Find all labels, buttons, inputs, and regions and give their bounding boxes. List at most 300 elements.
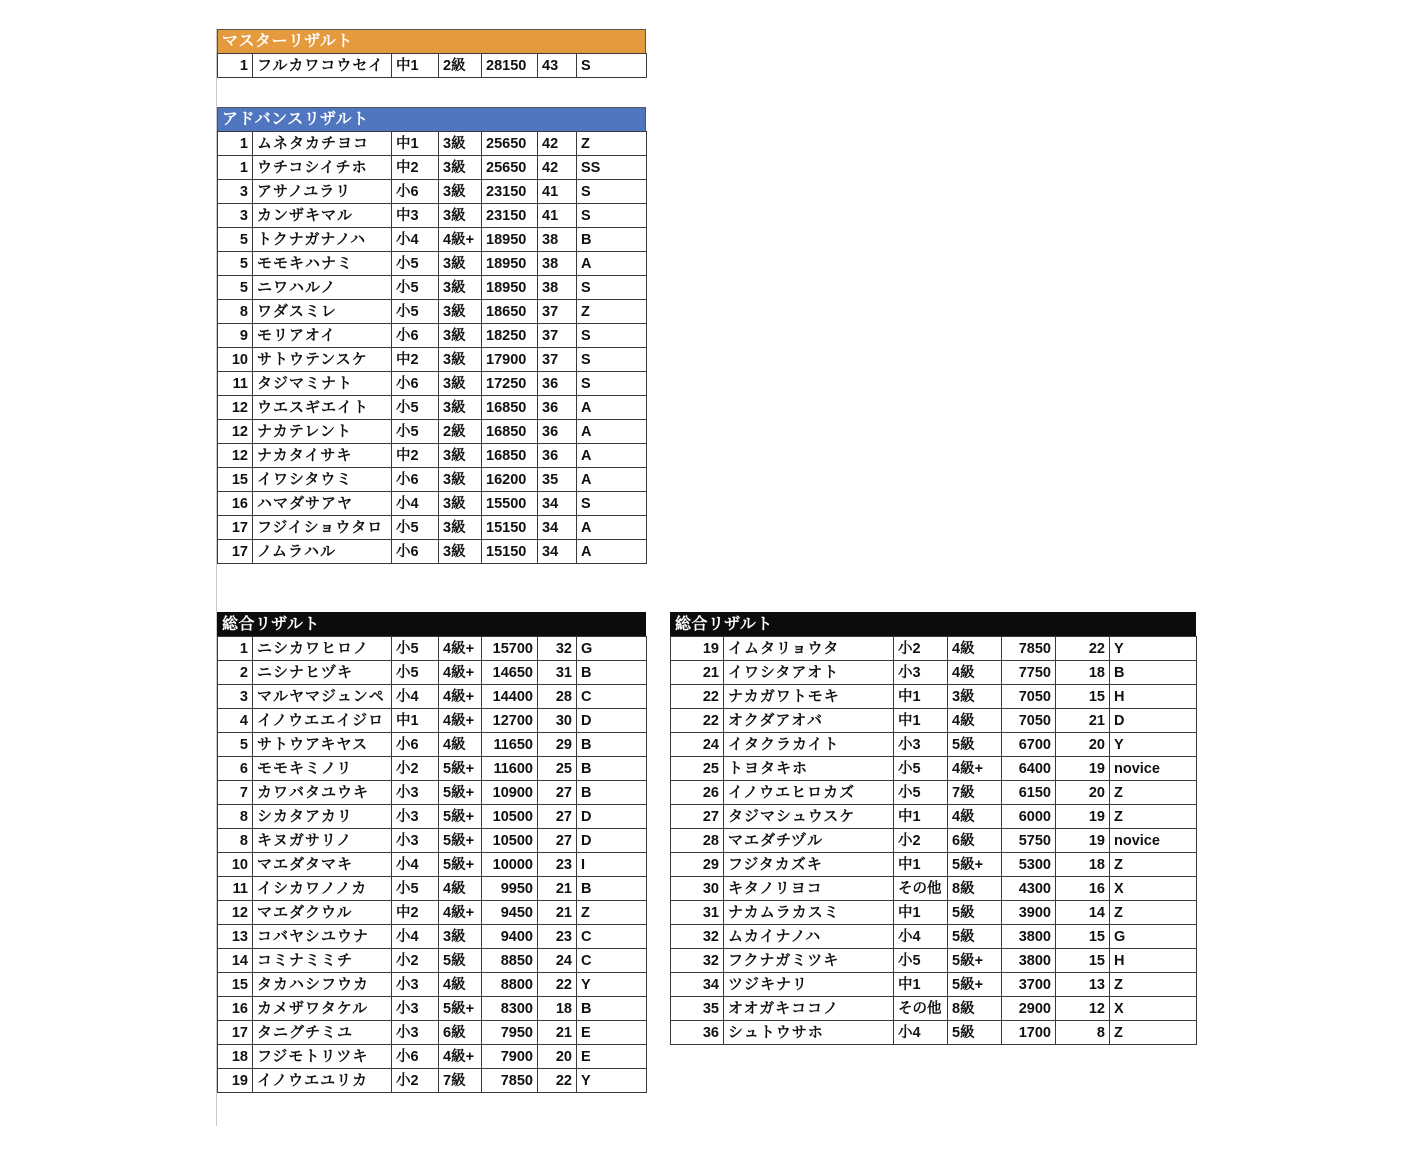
cell-name[interactable]: イノウエヒロカズ [724, 781, 894, 805]
cell-name[interactable]: ウエスギエイト [253, 396, 392, 420]
cell-rank[interactable]: 5 [218, 276, 253, 300]
cell-score[interactable]: 9450 [482, 901, 538, 925]
cell-grade[interactable]: 中2 [392, 156, 439, 180]
cell-grade[interactable]: 小4 [392, 492, 439, 516]
cell-class[interactable]: A [577, 516, 647, 540]
cell-grade[interactable]: 中1 [894, 973, 948, 997]
cell-class[interactable]: novice [1110, 829, 1197, 853]
cell-grade[interactable]: 中1 [392, 132, 439, 156]
cell-grade[interactable]: 小6 [392, 324, 439, 348]
cell-grade[interactable]: 中3 [392, 204, 439, 228]
cell-count[interactable]: 25 [538, 757, 577, 781]
cell-name[interactable]: フルカワコウセイ [253, 54, 392, 78]
cell-name[interactable]: ハマダサアヤ [253, 492, 392, 516]
cell-rank[interactable]: 12 [218, 444, 253, 468]
cell-class[interactable]: S [577, 492, 647, 516]
cell-class[interactable]: S [577, 54, 647, 78]
cell-score[interactable]: 7900 [482, 1045, 538, 1069]
cell-score[interactable]: 7850 [1002, 637, 1056, 661]
cell-rank[interactable]: 16 [218, 492, 253, 516]
cell-name[interactable]: イタクラカイト [724, 733, 894, 757]
cell-class[interactable]: Z [577, 300, 647, 324]
cell-count[interactable]: 20 [1056, 781, 1110, 805]
cell-level[interactable]: 3級 [439, 492, 482, 516]
cell-class[interactable]: S [577, 204, 647, 228]
cell-score[interactable]: 8850 [482, 949, 538, 973]
cell-count[interactable]: 37 [538, 324, 577, 348]
cell-rank[interactable]: 8 [218, 805, 253, 829]
cell-score[interactable]: 18950 [482, 252, 538, 276]
cell-class[interactable]: D [577, 805, 647, 829]
cell-rank[interactable]: 19 [218, 1069, 253, 1093]
cell-name[interactable]: カンザキマル [253, 204, 392, 228]
cell-level[interactable]: 4級 [948, 709, 1002, 733]
cell-count[interactable]: 22 [538, 973, 577, 997]
cell-name[interactable]: モモキミノリ [253, 757, 392, 781]
cell-level[interactable]: 3級 [439, 132, 482, 156]
cell-name[interactable]: イノウエエイジロ [253, 709, 392, 733]
cell-class[interactable]: G [1110, 925, 1197, 949]
cell-class[interactable]: A [577, 444, 647, 468]
cell-count[interactable]: 42 [538, 132, 577, 156]
cell-grade[interactable]: 小4 [894, 1021, 948, 1045]
cell-grade[interactable]: その他 [894, 997, 948, 1021]
cell-grade[interactable]: 中2 [392, 444, 439, 468]
cell-count[interactable]: 36 [538, 420, 577, 444]
cell-grade[interactable]: 小3 [894, 661, 948, 685]
cell-rank[interactable]: 25 [671, 757, 724, 781]
cell-grade[interactable]: 小6 [392, 1045, 439, 1069]
cell-score[interactable]: 15150 [482, 516, 538, 540]
cell-name[interactable]: イワシタアオト [724, 661, 894, 685]
cell-name[interactable]: イシカワノノカ [253, 877, 392, 901]
cell-score[interactable]: 16850 [482, 444, 538, 468]
cell-class[interactable]: C [577, 685, 647, 709]
cell-rank[interactable]: 29 [671, 853, 724, 877]
cell-name[interactable]: シカタアカリ [253, 805, 392, 829]
cell-name[interactable]: シュトウサホ [724, 1021, 894, 1045]
cell-grade[interactable]: 小2 [392, 1069, 439, 1093]
cell-count[interactable]: 18 [1056, 853, 1110, 877]
cell-class[interactable]: D [577, 829, 647, 853]
cell-score[interactable]: 6150 [1002, 781, 1056, 805]
cell-grade[interactable]: 小5 [392, 420, 439, 444]
cell-rank[interactable]: 1 [218, 54, 253, 78]
cell-rank[interactable]: 22 [671, 685, 724, 709]
cell-class[interactable]: Z [1110, 1021, 1197, 1045]
cell-rank[interactable]: 1 [218, 156, 253, 180]
cell-level[interactable]: 5級+ [948, 973, 1002, 997]
cell-rank[interactable]: 24 [671, 733, 724, 757]
cell-class[interactable]: B [1110, 661, 1197, 685]
cell-score[interactable]: 6400 [1002, 757, 1056, 781]
cell-count[interactable]: 35 [538, 468, 577, 492]
cell-grade[interactable]: 小2 [392, 949, 439, 973]
cell-level[interactable]: 4級 [948, 805, 1002, 829]
cell-level[interactable]: 8級 [948, 997, 1002, 1021]
cell-name[interactable]: サトウアキヤス [253, 733, 392, 757]
cell-class[interactable]: A [577, 420, 647, 444]
cell-score[interactable]: 15500 [482, 492, 538, 516]
cell-level[interactable]: 5級+ [439, 853, 482, 877]
cell-grade[interactable]: その他 [894, 877, 948, 901]
cell-score[interactable]: 9950 [482, 877, 538, 901]
cell-level[interactable]: 3級 [439, 180, 482, 204]
cell-class[interactable]: Z [1110, 781, 1197, 805]
cell-grade[interactable]: 小5 [894, 949, 948, 973]
cell-rank[interactable]: 34 [671, 973, 724, 997]
cell-name[interactable]: ナカタイサキ [253, 444, 392, 468]
cell-name[interactable]: モリアオイ [253, 324, 392, 348]
cell-rank[interactable]: 10 [218, 348, 253, 372]
cell-rank[interactable]: 1 [218, 132, 253, 156]
cell-score[interactable]: 18950 [482, 276, 538, 300]
cell-count[interactable]: 43 [538, 54, 577, 78]
cell-score[interactable]: 1700 [1002, 1021, 1056, 1045]
cell-count[interactable]: 18 [538, 997, 577, 1021]
cell-name[interactable]: イムタリョウタ [724, 637, 894, 661]
cell-grade[interactable]: 小2 [894, 829, 948, 853]
cell-name[interactable]: タジマシュウスケ [724, 805, 894, 829]
cell-level[interactable]: 3級 [439, 252, 482, 276]
cell-level[interactable]: 5級 [948, 733, 1002, 757]
cell-rank[interactable]: 15 [218, 468, 253, 492]
cell-score[interactable]: 9400 [482, 925, 538, 949]
cell-score[interactable]: 18650 [482, 300, 538, 324]
cell-class[interactable]: C [577, 925, 647, 949]
cell-rank[interactable]: 8 [218, 829, 253, 853]
cell-name[interactable]: トヨタキホ [724, 757, 894, 781]
cell-name[interactable]: オクダアオバ [724, 709, 894, 733]
cell-class[interactable]: C [577, 949, 647, 973]
cell-grade[interactable]: 小5 [392, 276, 439, 300]
cell-count[interactable]: 34 [538, 492, 577, 516]
cell-grade[interactable]: 小5 [392, 637, 439, 661]
cell-score[interactable]: 17900 [482, 348, 538, 372]
cell-name[interactable]: トクナガナノハ [253, 228, 392, 252]
cell-count[interactable]: 23 [538, 853, 577, 877]
cell-score[interactable]: 11600 [482, 757, 538, 781]
cell-score[interactable]: 5750 [1002, 829, 1056, 853]
cell-name[interactable]: ナカムラカスミ [724, 901, 894, 925]
cell-score[interactable]: 8300 [482, 997, 538, 1021]
cell-score[interactable]: 25650 [482, 156, 538, 180]
cell-count[interactable]: 13 [1056, 973, 1110, 997]
cell-level[interactable]: 3級 [439, 468, 482, 492]
cell-rank[interactable]: 36 [671, 1021, 724, 1045]
cell-score[interactable]: 7950 [482, 1021, 538, 1045]
cell-name[interactable]: フジイショウタロ [253, 516, 392, 540]
cell-level[interactable]: 3級 [439, 156, 482, 180]
cell-grade[interactable]: 小6 [392, 540, 439, 564]
cell-grade[interactable]: 中1 [894, 685, 948, 709]
cell-rank[interactable]: 8 [218, 300, 253, 324]
cell-grade[interactable]: 小5 [392, 300, 439, 324]
cell-class[interactable]: Z [577, 132, 647, 156]
cell-grade[interactable]: 小6 [392, 180, 439, 204]
cell-rank[interactable]: 32 [671, 925, 724, 949]
cell-name[interactable]: カメザワタケル [253, 997, 392, 1021]
cell-level[interactable]: 6級 [948, 829, 1002, 853]
cell-class[interactable]: A [577, 468, 647, 492]
cell-score[interactable]: 14650 [482, 661, 538, 685]
cell-grade[interactable]: 小2 [894, 637, 948, 661]
cell-class[interactable]: S [577, 180, 647, 204]
cell-grade[interactable]: 小6 [392, 372, 439, 396]
cell-score[interactable]: 25650 [482, 132, 538, 156]
cell-score[interactable]: 5300 [1002, 853, 1056, 877]
cell-level[interactable]: 4級 [439, 877, 482, 901]
cell-class[interactable]: X [1110, 877, 1197, 901]
cell-level[interactable]: 4級 [439, 973, 482, 997]
cell-score[interactable]: 10900 [482, 781, 538, 805]
cell-level[interactable]: 5級 [439, 949, 482, 973]
cell-rank[interactable]: 7 [218, 781, 253, 805]
cell-class[interactable]: A [577, 396, 647, 420]
cell-rank[interactable]: 17 [218, 516, 253, 540]
cell-score[interactable]: 10000 [482, 853, 538, 877]
cell-score[interactable]: 16850 [482, 396, 538, 420]
cell-name[interactable]: ワダスミレ [253, 300, 392, 324]
cell-name[interactable]: アサノユラリ [253, 180, 392, 204]
cell-rank[interactable]: 4 [218, 709, 253, 733]
cell-count[interactable]: 24 [538, 949, 577, 973]
cell-count[interactable]: 38 [538, 228, 577, 252]
cell-score[interactable]: 10500 [482, 805, 538, 829]
cell-level[interactable]: 5級+ [439, 757, 482, 781]
cell-grade[interactable]: 小3 [392, 829, 439, 853]
cell-name[interactable]: ニワハルノ [253, 276, 392, 300]
cell-level[interactable]: 3級 [439, 925, 482, 949]
cell-count[interactable]: 22 [1056, 637, 1110, 661]
cell-name[interactable]: コバヤシユウナ [253, 925, 392, 949]
cell-score[interactable]: 6700 [1002, 733, 1056, 757]
cell-rank[interactable]: 31 [671, 901, 724, 925]
cell-name[interactable]: ノムラハル [253, 540, 392, 564]
cell-count[interactable]: 18 [1056, 661, 1110, 685]
cell-level[interactable]: 7級 [948, 781, 1002, 805]
cell-count[interactable]: 42 [538, 156, 577, 180]
cell-score[interactable]: 6000 [1002, 805, 1056, 829]
cell-count[interactable]: 23 [538, 925, 577, 949]
cell-count[interactable]: 15 [1056, 685, 1110, 709]
cell-rank[interactable]: 5 [218, 252, 253, 276]
cell-name[interactable]: タカハシフウカ [253, 973, 392, 997]
cell-class[interactable]: Y [1110, 733, 1197, 757]
cell-count[interactable]: 14 [1056, 901, 1110, 925]
cell-level[interactable]: 7級 [439, 1069, 482, 1093]
cell-grade[interactable]: 中1 [894, 901, 948, 925]
cell-level[interactable]: 6級 [439, 1021, 482, 1045]
cell-rank[interactable]: 35 [671, 997, 724, 1021]
cell-score[interactable]: 7750 [1002, 661, 1056, 685]
cell-score[interactable]: 10500 [482, 829, 538, 853]
cell-name[interactable]: サトウテンスケ [253, 348, 392, 372]
cell-class[interactable]: S [577, 276, 647, 300]
cell-level[interactable]: 3級 [439, 396, 482, 420]
cell-score[interactable]: 16850 [482, 420, 538, 444]
cell-rank[interactable]: 18 [218, 1045, 253, 1069]
cell-grade[interactable]: 小5 [392, 661, 439, 685]
cell-name[interactable]: ムカイナノハ [724, 925, 894, 949]
cell-name[interactable]: フジタカズキ [724, 853, 894, 877]
cell-count[interactable]: 31 [538, 661, 577, 685]
cell-name[interactable]: コミナミミチ [253, 949, 392, 973]
cell-grade[interactable]: 中1 [392, 54, 439, 78]
cell-rank[interactable]: 12 [218, 396, 253, 420]
cell-grade[interactable]: 小5 [894, 781, 948, 805]
cell-level[interactable]: 4級+ [439, 661, 482, 685]
cell-grade[interactable]: 中2 [392, 901, 439, 925]
cell-count[interactable]: 38 [538, 276, 577, 300]
cell-score[interactable]: 28150 [482, 54, 538, 78]
cell-score[interactable]: 11650 [482, 733, 538, 757]
cell-score[interactable]: 23150 [482, 204, 538, 228]
cell-name[interactable]: ムネタカチヨコ [253, 132, 392, 156]
cell-score[interactable]: 15150 [482, 540, 538, 564]
cell-level[interactable]: 3級 [439, 204, 482, 228]
cell-score[interactable]: 14400 [482, 685, 538, 709]
cell-class[interactable]: B [577, 733, 647, 757]
cell-count[interactable]: 30 [538, 709, 577, 733]
cell-score[interactable]: 3700 [1002, 973, 1056, 997]
cell-name[interactable]: マエダチヅル [724, 829, 894, 853]
cell-level[interactable]: 5級+ [439, 829, 482, 853]
cell-count[interactable]: 38 [538, 252, 577, 276]
cell-rank[interactable]: 17 [218, 1021, 253, 1045]
cell-grade[interactable]: 小4 [392, 685, 439, 709]
cell-class[interactable]: A [577, 540, 647, 564]
cell-level[interactable]: 3級 [439, 276, 482, 300]
cell-grade[interactable]: 小3 [392, 1021, 439, 1045]
cell-rank[interactable]: 2 [218, 661, 253, 685]
cell-rank[interactable]: 6 [218, 757, 253, 781]
cell-class[interactable]: B [577, 228, 647, 252]
cell-score[interactable]: 18250 [482, 324, 538, 348]
cell-class[interactable]: D [577, 709, 647, 733]
cell-level[interactable]: 3級 [948, 685, 1002, 709]
cell-count[interactable]: 28 [538, 685, 577, 709]
cell-count[interactable]: 15 [1056, 925, 1110, 949]
cell-count[interactable]: 19 [1056, 757, 1110, 781]
cell-grade[interactable]: 小3 [392, 805, 439, 829]
cell-class[interactable]: H [1110, 685, 1197, 709]
cell-level[interactable]: 4級+ [439, 685, 482, 709]
cell-count[interactable]: 21 [538, 877, 577, 901]
cell-class[interactable]: S [577, 348, 647, 372]
cell-rank[interactable]: 26 [671, 781, 724, 805]
cell-grade[interactable]: 小4 [894, 925, 948, 949]
cell-name[interactable]: フクナガミツキ [724, 949, 894, 973]
cell-class[interactable]: SS [577, 156, 647, 180]
cell-level[interactable]: 4級 [439, 733, 482, 757]
cell-score[interactable]: 7050 [1002, 685, 1056, 709]
cell-rank[interactable]: 12 [218, 901, 253, 925]
cell-name[interactable]: ニシカワヒロノ [253, 637, 392, 661]
cell-level[interactable]: 4級+ [439, 709, 482, 733]
cell-name[interactable]: モモキハナミ [253, 252, 392, 276]
cell-score[interactable]: 15700 [482, 637, 538, 661]
cell-count[interactable]: 20 [1056, 733, 1110, 757]
cell-grade[interactable]: 小5 [392, 396, 439, 420]
cell-level[interactable]: 5級+ [439, 781, 482, 805]
cell-rank[interactable]: 3 [218, 204, 253, 228]
cell-level[interactable]: 4級+ [439, 228, 482, 252]
cell-score[interactable]: 18950 [482, 228, 538, 252]
cell-count[interactable]: 21 [538, 901, 577, 925]
cell-rank[interactable]: 9 [218, 324, 253, 348]
cell-count[interactable]: 16 [1056, 877, 1110, 901]
cell-class[interactable]: B [577, 877, 647, 901]
cell-score[interactable]: 3800 [1002, 949, 1056, 973]
cell-count[interactable]: 37 [538, 348, 577, 372]
cell-level[interactable]: 3級 [439, 516, 482, 540]
cell-rank[interactable]: 28 [671, 829, 724, 853]
cell-rank[interactable]: 11 [218, 877, 253, 901]
cell-count[interactable]: 22 [538, 1069, 577, 1093]
cell-class[interactable]: S [577, 324, 647, 348]
cell-level[interactable]: 5級+ [439, 805, 482, 829]
cell-class[interactable]: Z [1110, 853, 1197, 877]
cell-class[interactable]: E [577, 1021, 647, 1045]
cell-rank[interactable]: 1 [218, 637, 253, 661]
cell-grade[interactable]: 小3 [392, 997, 439, 1021]
cell-name[interactable]: マルヤマジュンペ [253, 685, 392, 709]
cell-rank[interactable]: 22 [671, 709, 724, 733]
cell-count[interactable]: 41 [538, 180, 577, 204]
cell-count[interactable]: 8 [1056, 1021, 1110, 1045]
cell-grade[interactable]: 小5 [894, 757, 948, 781]
cell-grade[interactable]: 小3 [894, 733, 948, 757]
cell-name[interactable]: ナカテレント [253, 420, 392, 444]
cell-score[interactable]: 8800 [482, 973, 538, 997]
cell-rank[interactable]: 12 [218, 420, 253, 444]
cell-score[interactable]: 16200 [482, 468, 538, 492]
cell-count[interactable]: 36 [538, 372, 577, 396]
cell-class[interactable]: I [577, 853, 647, 877]
cell-class[interactable]: Y [577, 1069, 647, 1093]
cell-rank[interactable]: 30 [671, 877, 724, 901]
cell-level[interactable]: 5級+ [948, 949, 1002, 973]
cell-name[interactable]: マエダタマキ [253, 853, 392, 877]
cell-grade[interactable]: 小6 [392, 468, 439, 492]
cell-count[interactable]: 34 [538, 540, 577, 564]
cell-count[interactable]: 34 [538, 516, 577, 540]
cell-score[interactable]: 3800 [1002, 925, 1056, 949]
cell-class[interactable]: Z [1110, 973, 1197, 997]
cell-rank[interactable]: 15 [218, 973, 253, 997]
cell-score[interactable]: 2900 [1002, 997, 1056, 1021]
cell-level[interactable]: 4級 [948, 661, 1002, 685]
cell-rank[interactable]: 21 [671, 661, 724, 685]
cell-level[interactable]: 3級 [439, 372, 482, 396]
cell-rank[interactable]: 3 [218, 180, 253, 204]
cell-name[interactable]: ニシナヒヅキ [253, 661, 392, 685]
cell-name[interactable]: キタノリヨコ [724, 877, 894, 901]
cell-name[interactable]: マエダクウル [253, 901, 392, 925]
cell-count[interactable]: 32 [538, 637, 577, 661]
cell-count[interactable]: 41 [538, 204, 577, 228]
cell-level[interactable]: 2級 [439, 420, 482, 444]
cell-count[interactable]: 27 [538, 829, 577, 853]
cell-level[interactable]: 8級 [948, 877, 1002, 901]
cell-level[interactable]: 3級 [439, 300, 482, 324]
cell-class[interactable]: Y [1110, 637, 1197, 661]
cell-score[interactable]: 23150 [482, 180, 538, 204]
cell-class[interactable]: S [577, 372, 647, 396]
cell-rank[interactable]: 13 [218, 925, 253, 949]
cell-grade[interactable]: 中1 [894, 853, 948, 877]
